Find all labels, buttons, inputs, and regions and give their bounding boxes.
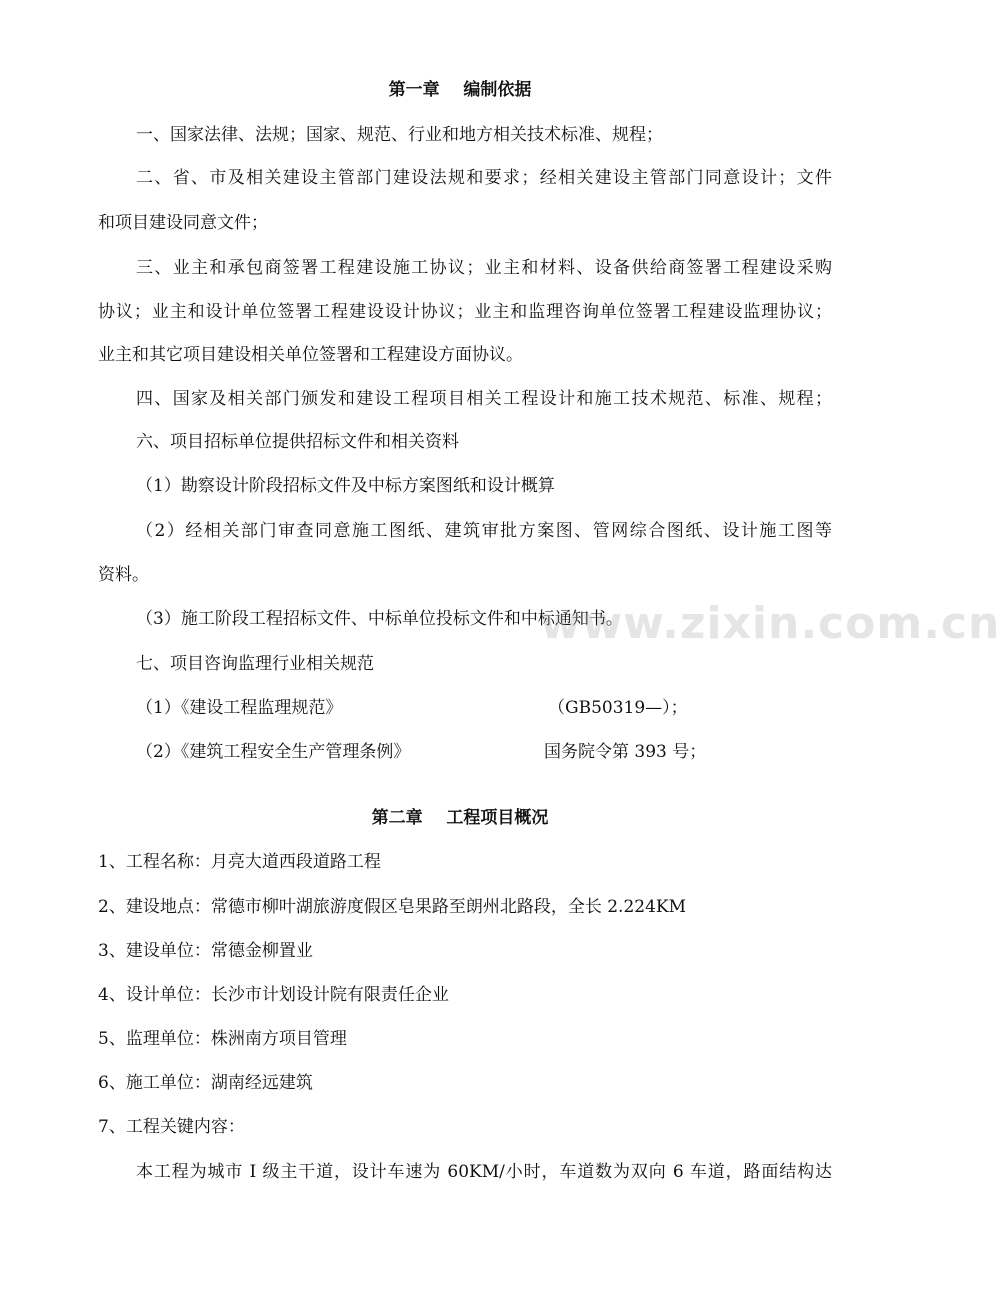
list-item-6-2-line-2: 资料。 <box>98 565 149 585</box>
chapter1-title: 第一章 编制依据 <box>388 80 532 100</box>
watermark: www.zixin.com.cn <box>540 598 1000 649</box>
norm-2-ref: 国务院令第 393 号； <box>544 742 707 762</box>
paragraph-1: 一、国家法律、法规；国家、规范、行业和地方相关技术标准、规程； <box>136 125 663 145</box>
chapter2-title: 第二章 工程项目概况 <box>371 808 549 828</box>
list-item-6-2-line-1: （2）经相关部门审查同意施工图纸、建筑审批方案图、管网综合图纸、设计施工图等 <box>136 521 832 541</box>
project-location: 2、建设地点：常德市柳叶湖旅游度假区皂果路至朗州北路段，全长 2.224KM <box>98 897 686 917</box>
list-item-6-3: （3）施工阶段工程招标文件、中标单位投标文件和中标通知书。 <box>136 609 623 629</box>
project-designer: 4、设计单位：长沙市计划设计院有限责任企业 <box>98 985 449 1005</box>
paragraph-7: 七、项目咨询监理行业相关规范 <box>136 654 374 674</box>
norm-1-ref: （GB50319—）； <box>548 698 688 718</box>
paragraph-4: 四、国家及相关部门颁发和建设工程项目相关工程设计和施工技术规范、标准、规程； <box>136 389 832 409</box>
norm-2-name: （2）《建筑工程安全生产管理条例》 <box>136 742 411 762</box>
project-contractor: 6、施工单位：湖南经远建筑 <box>98 1073 313 1093</box>
paragraph-2-line-2: 和项目建设同意文件； <box>98 213 268 233</box>
project-content-text: 本工程为城市 I 级主干道，设计车速为 60KM/小时，车道数为双向 6 车道，路面结构达 <box>136 1162 832 1182</box>
list-item-6-1: （1）勘察设计阶段招标文件及中标方案图纸和设计概算 <box>136 476 555 496</box>
project-supervisor: 5、监理单位：株洲南方项目管理 <box>98 1029 347 1049</box>
paragraph-6: 六、项目招标单位提供招标文件和相关资料 <box>136 432 459 452</box>
project-owner: 3、建设单位：常德金柳置业 <box>98 941 313 961</box>
paragraph-3-line-3: 业主和其它项目建设相关单位签署和工程建设方面协议。 <box>98 345 523 365</box>
project-name: 1、工程名称：月亮大道西段道路工程 <box>98 852 381 872</box>
project-content-label: 7、工程关键内容： <box>98 1117 245 1137</box>
paragraph-2-line-1: 二、省、市及相关建设主管部门建设法规和要求；经相关建设主管部门同意设计；文件 <box>136 168 832 188</box>
paragraph-3-line-1: 三、业主和承包商签署工程建设施工协议；业主和材料、设备供给商签署工程建设采购 <box>136 258 832 278</box>
norm-1-name: （1）《建设工程监理规范》 <box>136 698 343 718</box>
paragraph-3-line-2: 协议；业主和设计单位签署工程建设设计协议；业主和监理咨询单位签署工程建设监理协议； <box>98 302 832 322</box>
